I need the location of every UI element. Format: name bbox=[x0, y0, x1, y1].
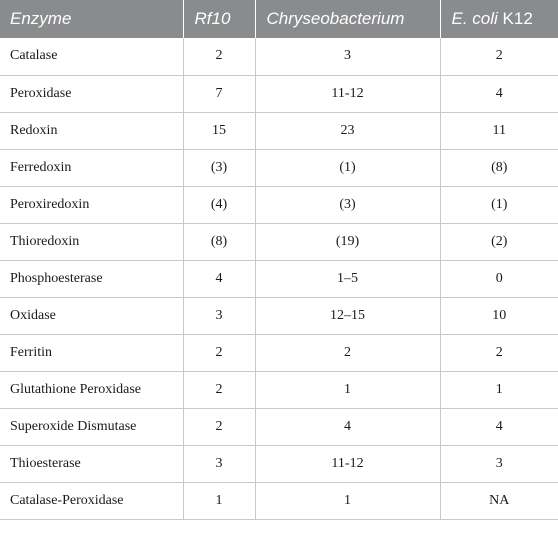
cell-enzyme: Ferritin bbox=[0, 334, 183, 371]
cell-chryseobacterium: 23 bbox=[255, 112, 440, 149]
header-enzyme: Enzyme bbox=[0, 0, 183, 38]
header-row bbox=[0, 0, 558, 38]
table-body bbox=[0, 38, 558, 519]
cell-enzyme: Ferredoxin bbox=[0, 149, 183, 186]
cell-enzyme: Thioesterase bbox=[0, 445, 183, 482]
cell-ecoli: (2) bbox=[440, 223, 558, 260]
cell-rf10: 15 bbox=[183, 112, 255, 149]
header-chryseobacterium: Chryseobacterium bbox=[255, 0, 440, 38]
cell-rf10: (3) bbox=[183, 149, 255, 186]
cell-rf10: 4 bbox=[183, 260, 255, 297]
table-row bbox=[0, 297, 558, 334]
cell-enzyme: Glutathione Peroxidase bbox=[0, 371, 183, 408]
cell-rf10: (8) bbox=[183, 223, 255, 260]
cell-ecoli: 1 bbox=[440, 371, 558, 408]
cell-rf10: 1 bbox=[183, 482, 255, 519]
header-ecoli-strain: K12 bbox=[502, 9, 533, 28]
header-ecoli-species: E. coli bbox=[451, 9, 498, 28]
cell-chryseobacterium: 2 bbox=[255, 334, 440, 371]
header-rf10: Rf10 bbox=[183, 0, 255, 38]
table-row bbox=[0, 38, 558, 75]
cell-rf10: (4) bbox=[183, 186, 255, 223]
cell-enzyme: Peroxiredoxin bbox=[0, 186, 183, 223]
cell-ecoli: 2 bbox=[440, 38, 558, 75]
cell-ecoli: (1) bbox=[440, 186, 558, 223]
table-row bbox=[0, 223, 558, 260]
table-header bbox=[0, 0, 558, 38]
cell-chryseobacterium: 11-12 bbox=[255, 75, 440, 112]
table-row bbox=[0, 186, 558, 223]
cell-ecoli: 4 bbox=[440, 408, 558, 445]
cell-rf10: 3 bbox=[183, 297, 255, 334]
cell-chryseobacterium: 1 bbox=[255, 371, 440, 408]
cell-rf10: 2 bbox=[183, 408, 255, 445]
cell-chryseobacterium: 1 bbox=[255, 482, 440, 519]
cell-ecoli: 10 bbox=[440, 297, 558, 334]
cell-chryseobacterium: (1) bbox=[255, 149, 440, 186]
cell-ecoli: 11 bbox=[440, 112, 558, 149]
cell-ecoli: NA bbox=[440, 482, 558, 519]
cell-chryseobacterium: 4 bbox=[255, 408, 440, 445]
cell-rf10: 2 bbox=[183, 38, 255, 75]
cell-chryseobacterium: (19) bbox=[255, 223, 440, 260]
table-row bbox=[0, 260, 558, 297]
header-ecoli-k12 bbox=[440, 0, 558, 38]
cell-enzyme: Catalase-Peroxidase bbox=[0, 482, 183, 519]
table-row bbox=[0, 149, 558, 186]
table-row bbox=[0, 371, 558, 408]
table-row bbox=[0, 75, 558, 112]
table-row bbox=[0, 112, 558, 149]
cell-ecoli: 3 bbox=[440, 445, 558, 482]
cell-chryseobacterium: 1–5 bbox=[255, 260, 440, 297]
cell-ecoli: (8) bbox=[440, 149, 558, 186]
cell-rf10: 2 bbox=[183, 371, 255, 408]
cell-chryseobacterium: 11-12 bbox=[255, 445, 440, 482]
cell-rf10: 3 bbox=[183, 445, 255, 482]
cell-enzyme: Catalase bbox=[0, 38, 183, 75]
cell-rf10: 2 bbox=[183, 334, 255, 371]
cell-enzyme: Oxidase bbox=[0, 297, 183, 334]
cell-chryseobacterium: 3 bbox=[255, 38, 440, 75]
table-row bbox=[0, 408, 558, 445]
cell-enzyme: Thioredoxin bbox=[0, 223, 183, 260]
table-row bbox=[0, 334, 558, 371]
cell-rf10: 7 bbox=[183, 75, 255, 112]
cell-enzyme: Superoxide Dismutase bbox=[0, 408, 183, 445]
cell-chryseobacterium: 12–15 bbox=[255, 297, 440, 334]
table-row bbox=[0, 445, 558, 482]
table-row bbox=[0, 482, 558, 519]
cell-enzyme: Phosphoesterase bbox=[0, 260, 183, 297]
cell-enzyme: Peroxidase bbox=[0, 75, 183, 112]
cell-ecoli: 4 bbox=[440, 75, 558, 112]
cell-ecoli: 2 bbox=[440, 334, 558, 371]
cell-enzyme: Redoxin bbox=[0, 112, 183, 149]
cell-chryseobacterium: (3) bbox=[255, 186, 440, 223]
cell-ecoli: 0 bbox=[440, 260, 558, 297]
